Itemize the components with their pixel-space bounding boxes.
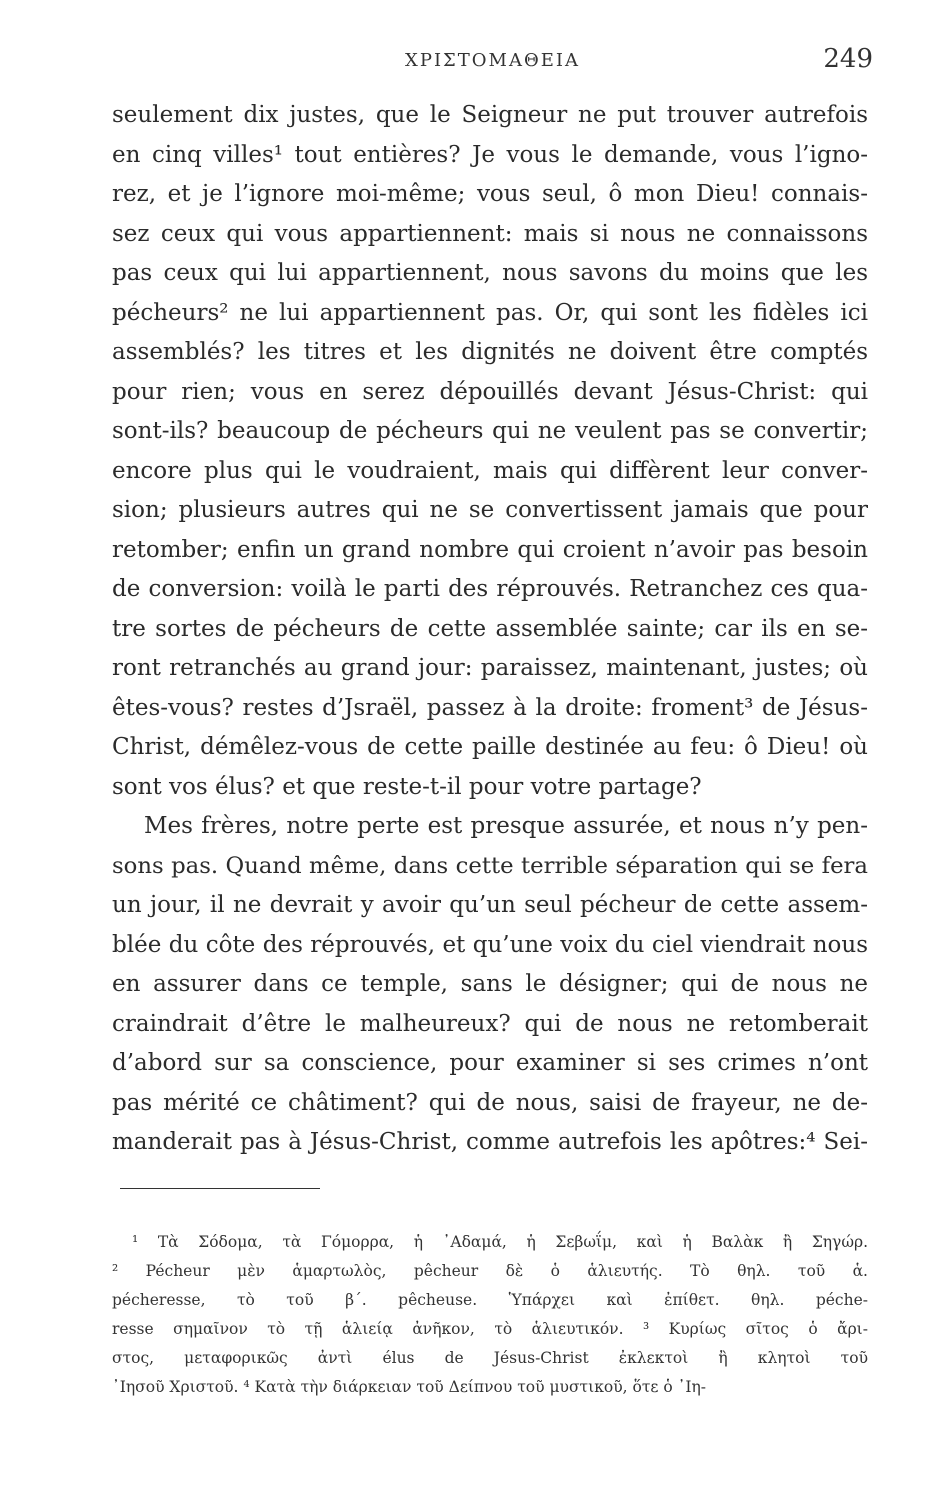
text-line: ront retranchés au grand jour: paraissez, maintenant, justes; où	[112, 655, 868, 681]
text-line: manderait pas à Jésus-Christ, comme autrefois les apôtres:⁴ Sei-	[112, 1129, 868, 1155]
body-text	[112, 96, 868, 1163]
text-line: blée du côte des réprouvés, et qu’une voix du ciel viendrait nous	[112, 931, 868, 958]
text-line: sons pas. Quand même, dans cette terrible séparation qui se fera	[112, 852, 868, 879]
text-line: craindrait d’être le malheureux? qui de nous ne retomberait	[112, 1010, 868, 1037]
footnote-line: ¹ Τὰ Σόδομα, τὰ Γόμορρα, ἡ ᾿Αδαμά, ἡ Σεβωΐμ, καὶ ἡ Βαλὰκ ἢ Σηγώρ.	[132, 1233, 868, 1251]
page-header	[112, 44, 873, 80]
running-title: ΧΡΙΣΤΟΜΑΘΕΙΑ	[405, 50, 580, 71]
footnote-divider	[120, 1188, 320, 1189]
text-line: en assurer dans ce temple, sans le désigner; qui de nous ne	[112, 971, 868, 997]
footnote-line: pécheresse, τὸ τοῦ β΄. pêcheuse. Ὑπάρχει καὶ ἐπίθετ. θηλ. péche-	[112, 1291, 868, 1309]
text-line: d’abord sur sa conscience, pour examiner si ses crimes n’ont	[112, 1050, 868, 1076]
footnote-line: resse σημαῖνον τὸ τῇ ἁλιείᾳ ἀνῆκον, τὸ ἁλιευτικόν. ³ Κυρίως σῖτος ὁ ἄρι-	[112, 1320, 868, 1338]
text-line: en cinq villes¹ tout entières? Je vous le demande, vous l’igno-	[112, 141, 868, 168]
text-line: sez ceux qui vous appartiennent: mais si nous ne connaissons	[112, 220, 868, 247]
text-line: sion; plusieurs autres qui ne se convertissent jamais que pour	[112, 497, 868, 523]
text-line: de conversion: voilà le parti des réprouvés. Retranchez ces qua-	[112, 576, 868, 602]
footnotes	[112, 1228, 868, 1402]
footnote-line: στος, μεταφορικῶς ἀντὶ élus de Jésus-Christ ἐκλεκτοὶ ἢ κλητοὶ τοῦ	[112, 1349, 868, 1367]
text-line: encore plus qui le voudraient, mais qui diffèrent leur conver-	[112, 457, 868, 484]
text-line: Christ, démêlez-vous de cette paille destinée au feu: ô Dieu! où	[112, 734, 868, 760]
text-line: un jour, il ne devrait y avoir qu’un seul pécheur de cette assem-	[112, 892, 868, 918]
text-line: assemblés? les titres et les dignités ne doivent être comptés	[112, 339, 868, 365]
text-line: pécheurs² ne lui appartiennent pas. Or, qui sont les fidèles ici	[112, 299, 868, 326]
text-line: sont vos élus? et que reste-t-il pour votre partage?	[112, 773, 702, 800]
text-line: êtes-vous? restes d’Jsraël, passez à la droite: froment³ de Jésus-	[112, 694, 868, 721]
footnote-line: ² Pécheur μὲν ἁμαρτωλὸς, pêcheur δὲ ὁ ἁλιευτής. Τὸ θηλ. τοῦ ἁ.	[112, 1262, 868, 1280]
text-line: Mes frères, notre perte est presque assurée, et nous n’y pen-	[144, 813, 868, 839]
text-line: tre sortes de pécheurs de cette assemblée sainte; car ils en se-	[112, 615, 868, 642]
text-line: pas ceux qui lui appartiennent, nous savons du moins que les	[112, 260, 868, 286]
text-line: seulement dix justes, que le Seigneur ne put trouver autrefois	[112, 102, 868, 128]
footnote-line: ᾿Ιησοῦ Χριστοῦ. ⁴ Κατὰ τὴν διάρκειαν τοῦ Δείπνου τοῦ μυστικοῦ, ὅτε ὁ ᾿Ιη-	[112, 1378, 707, 1396]
text-line: sont-ils? beaucoup de pécheurs qui ne veulent pas se convertir;	[112, 418, 868, 444]
text-line: pour rien; vous en serez dépouillés devant Jésus-Christ: qui	[112, 378, 868, 405]
page-number: 249	[823, 44, 873, 74]
text-line: pas mérité ce châtiment? qui de nous, saisi de frayeur, ne de-	[112, 1089, 868, 1116]
text-line: retomber; enfin un grand nombre qui croient n’avoir pas besoin	[112, 536, 868, 563]
text-line: rez, et je l’ignore moi-même; vous seul, ô mon Dieu! connais-	[112, 181, 868, 207]
